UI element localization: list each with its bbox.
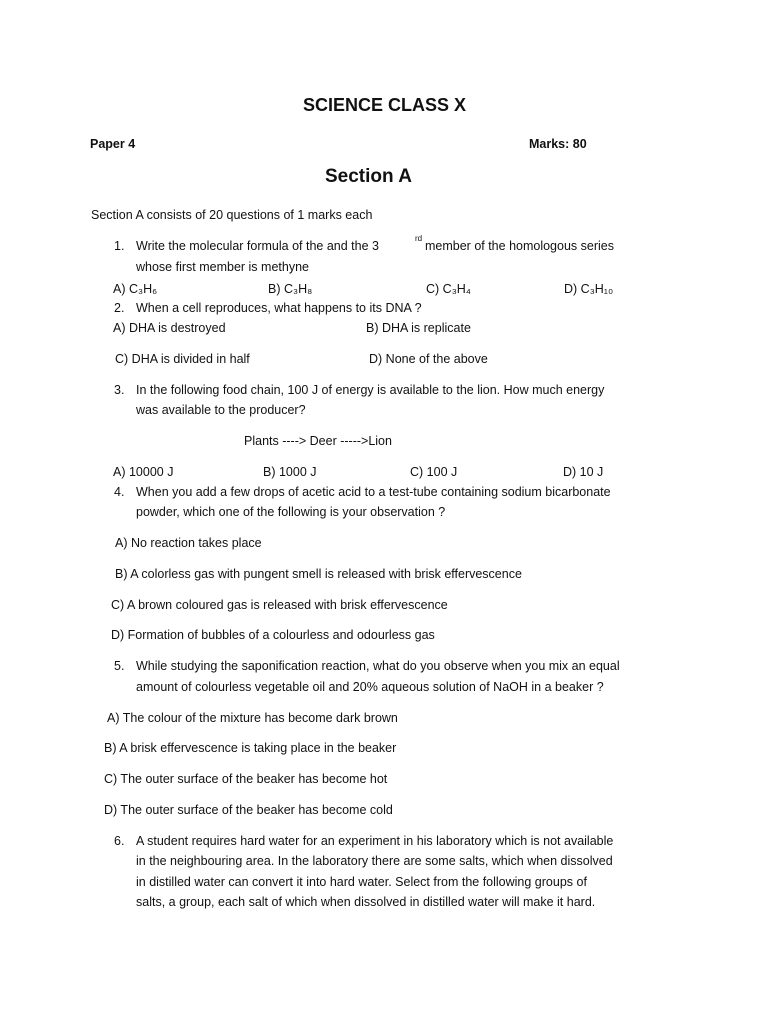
question-text-line: When a cell reproduces, what happens to its DNA ? xyxy=(136,301,422,315)
marks-label: Marks: 80 xyxy=(529,137,587,151)
answer-option: A) No reaction takes place xyxy=(115,536,262,550)
answer-option: D) None of the above xyxy=(369,352,488,366)
question-number: 2. xyxy=(114,301,125,315)
paper-label: Paper 4 xyxy=(90,137,136,151)
question-text-line: A student requires hard water for an experiment in his laboratory which is not available xyxy=(136,834,614,848)
answer-option: B) A brisk effervescence is taking place in the beaker xyxy=(104,741,397,755)
section-heading: Section A xyxy=(325,166,412,187)
question-text-line: While studying the saponification reaction, what do you observe when you mix an equal xyxy=(136,659,620,673)
answer-option: C) DHA is divided in half xyxy=(115,352,250,366)
question-text-line: in the neighbouring area. In the laboratory there are some salts, which when dissolved xyxy=(136,854,613,868)
answer-option: B) C₃H₈ xyxy=(268,282,313,296)
question-text-line: member of the homologous series xyxy=(425,239,614,253)
answer-option: D) C₃H₁₀ xyxy=(564,282,614,296)
question-text-line: Write the molecular formula of the and the 3 xyxy=(136,239,379,253)
question-number: 1. xyxy=(114,239,125,253)
question-text-line: amount of colourless vegetable oil and 20% aqueous solution of NaOH in a beaker ? xyxy=(136,680,604,694)
answer-option: B) DHA is replicate xyxy=(366,321,471,335)
answer-option: C) A brown coloured gas is released with brisk effervescence xyxy=(111,598,448,612)
question-text-line: When you add a few drops of acetic acid to a test-tube containing sodium bicarbonate xyxy=(136,485,611,499)
question-text-line: was available to the producer? xyxy=(136,403,306,417)
answer-option: D) Formation of bubbles of a colourless and odourless gas xyxy=(111,628,435,642)
answer-option: B) A colorless gas with pungent smell is released with brisk effervescence xyxy=(115,567,522,581)
question-text-line: in distilled water can convert it into hard water. Select from the following groups of xyxy=(136,875,587,889)
food-chain: Plants ----> Deer ----->Lion xyxy=(244,434,392,448)
answer-option: C) The outer surface of the beaker has become hot xyxy=(104,772,388,786)
answer-option: A) 10000 J xyxy=(113,465,174,479)
page-title: SCIENCE CLASS X xyxy=(303,95,467,115)
superscript: rd xyxy=(415,234,423,243)
question-text-line: In the following food chain, 100 J of energy is available to the lion. How much energy xyxy=(136,383,605,397)
answer-option: B) 1000 J xyxy=(263,465,317,479)
answer-option: C) 100 J xyxy=(410,465,458,479)
answer-option: A) DHA is destroyed xyxy=(113,321,226,335)
answer-option: D) 10 J xyxy=(563,465,604,479)
answer-option: A) The colour of the mixture has become dark brown xyxy=(107,711,398,725)
question-number: 3. xyxy=(114,383,125,397)
question-text-line: whose first member is methyne xyxy=(136,260,309,274)
answer-option: A) C₃H₆ xyxy=(113,282,158,296)
question-text-line: powder, which one of the following is your observation ? xyxy=(136,505,446,519)
question-number: 4. xyxy=(114,485,125,499)
question-text-line: salts, a group, each salt of which when dissolved in distilled water will make it hard. xyxy=(136,895,596,909)
answer-option: C) C₃H₄ xyxy=(426,282,471,296)
section-intro: Section A consists of 20 questions of 1 marks each xyxy=(91,208,373,222)
question-number: 5. xyxy=(114,659,125,673)
question-number: 6. xyxy=(114,834,125,848)
answer-option: D) The outer surface of the beaker has become cold xyxy=(104,803,393,817)
